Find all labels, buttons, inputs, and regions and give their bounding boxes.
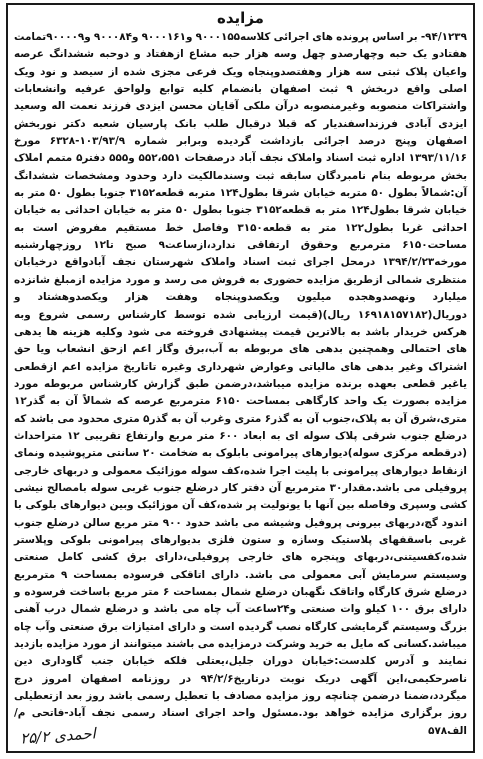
notice-title: مزایده (217, 9, 264, 27)
handwritten-signature: احمدی ۲۵/۲ (19, 724, 97, 748)
notice-frame (6, 3, 475, 753)
notice-body: ۹۴/۱۲۳۹- بر اساس پرونده های اجرائی کلاسه۹۰۰۰۱۵۵ و۹۰۰۰۱۶۱ و۹۰۰۰۸۴ و۹۰۰۰۰۹تمامت هفتادو یک حبه وچهارصدو چهل وسه هزار حبه مشاع ازهفتاد و دوحبه ششدانگ عرصه واعیان پلاک ثبتی سه هزار وهفتصدوپنجاه ویک فرعی مجزی شده از سیصد و نود ویک اصلی واقع دربخش ۹ ثبت اصفهان بانضمام کلیه توابع ولواحق عرفیه وانشعابات واشتراکات منصوبه وغیرمنصوبه درآن ملکی آقایان محسن ایزدی فرزند نعمت اله وسعید ایزدی آبادی فرزنداسفندیار که قبلا درقبال طلب بانک پارسیان شعبه دکتر نوربخش اصفهان وپنج درصد اجرائی بازداشت گردیده وبرابر شماره ۱۰۳/۹۳/۹-۶۳۲۸ مورخ ۱۳۹۳/۱۱/۱۶ اداره ثبت اسناد واملاک نجف آباد درصفحات ۵۵۲،۵۵۱ و۵۵۵ دفتر۵ متمم املاک بخش مربوطه بنام نامبردگان سابقه ثبت وسندمالکیت دارد وحدود ومشخصات ششدانگ آن:شمالاً بطول ۵۰ متربه خیابان شرقا بطول۱۲۴ متربه قطعه۳۱۵۲ جنوبا بطول ۵۰ متر به خیابان شرقا بطول۱۲۴ متر به قطعه۳۱۵۲ جنوبا بطول ۵۰ متر به خیابان احداثی به خیابان احداثی غربا بطول۱۲۲ متر به قطعه۳۱۵۰ وفاصل خط مستقیم مفروض است به مساحت۶۱۵۰ مترمربع وحقوق ارتفاقی ندارد،ازساعت۹ صبح تا۱۲ روزچهارشنبه مورخه۱۳۹۴/۲/۲۳ درمحل اجرای ثبت اسناد واملاک شهرستان نجف آبادواقع درخیابان منتظری شمالی ازطریق مزایده حضوری به فروش می رسد و مورد مزایده ازمبلغ شانزده میلیارد ونهصدوهجده میلیون ویکصدوپنجاه وهفت هزار ویکصدوهشتاد و دوریال(۱۶۹۱۸۱۵۷۱۸۲ ریال)(قیمت ارزیابی شده توسط کارشناس رسمی شروع وبه هرکس خریدار باشد به بالاترین قیمت پیشنهادی فروخته می شود وکلیه هزینه ها یدهی های احتمالی وهمچنین بدهی های مربوطه به آب،برق وگاز اعم ازحق انشعاب ویا حق اشتراک وغیر بدهی های مالیاتی وعوارض شهرداری وغیره تاتاریخ مزایده اعم ازقطعی یاغیر قطعی بعهده برنده مزایده میباشد،درضمن طبق گزارش کارشناس مربوطه مورد مزایده بصورت یک واحد کارگاهی بمساحت ۶۱۵۰ مترمربع عرصه که شمالاً آن به گذر۱۲ متری،شرق آن به پلاک،جنوب آن به گذر۶ متری وغرب آن به گذر۵ متری محدود می باشد که درضلع جنوب شرقی پلاک سوله ای به ابعاد ۶۰۰ متر مربع وارتفاع تقریبی ۱۲ متراحداث (درقطعه مرکزی سوله)دیوارهای پیرامونی بابلوک به ضخامت ۲۰ سانتی مترپوشیده ونمای ازنقاط دیوارهای پیرامونی با پلیت اجرا شده،کف سوله موزائیک معمولی و دربهای خارجی پروفیلی می باشد.مقدار۳۰ مترمربع آن دفتر کار درضلع جنوب غربی سوله بامصالح نیشی کشی وسپری وفاصله بین آنها با یونولیت پر شده،کف آن موزائیک وبین دیوارهای بلوکی با اندود گچ،دربهای بیرونی پروفیل وشیشه می باشد حدود ۹۰۰ متر مربع سالن درضلع جنوب غربی باسقفهای پلاستیک وسازه و ستون فلزی بدیوارهای پیرامونی بلوکی وپلاستر شده،کفسیتنی،دربهای وپنجره های خارجی پروفیلی،دارای برق کشی کامل صنعتی وسیستم سرمایش آبی معمولی می باشد. دارای اتاقکی فرسوده بمساحت ۹ مترمربع درضلع شرق کارگاه واتاقک نگهبان درضلع شمال بمساحت ۶ متر مربع باساخت فرسوده و دارای برق ۱۰۰ کیلو وات صنعتی و۲۴ساعت آب چاه می باشد و درضلع شمال درب آهنی بزرگ وسیستم گرمایشی کارگاه نصب گردیده است و دارای امتیازات برق صنعتی وآب چاه میباشد.کسانی که مایل به خرید وشرکت درمزایده می باشند میتوانند از مورد مزایده بازدید نمایند و آدرس کلدست:خیابان دوران جلیل،یعتلی فلکه خیابان جنب گاوداری دین ناصرحکیمی،این آگهی دریک نوبت درتاریخ۹۴/۲/۶ در روزنامه اصفهان امروز درج میگردد،ضمنا درضمن چنانچه روز مزایده مصادف با تعطیل رسمی باشد روز بعد ازتعطیلی روز برگزاری مزایده خواهد بود.مسئول واحد اجرای اسناد رسمی نجف آباد-فاتحی م/الف۵۷۸ (14, 31, 468, 737)
